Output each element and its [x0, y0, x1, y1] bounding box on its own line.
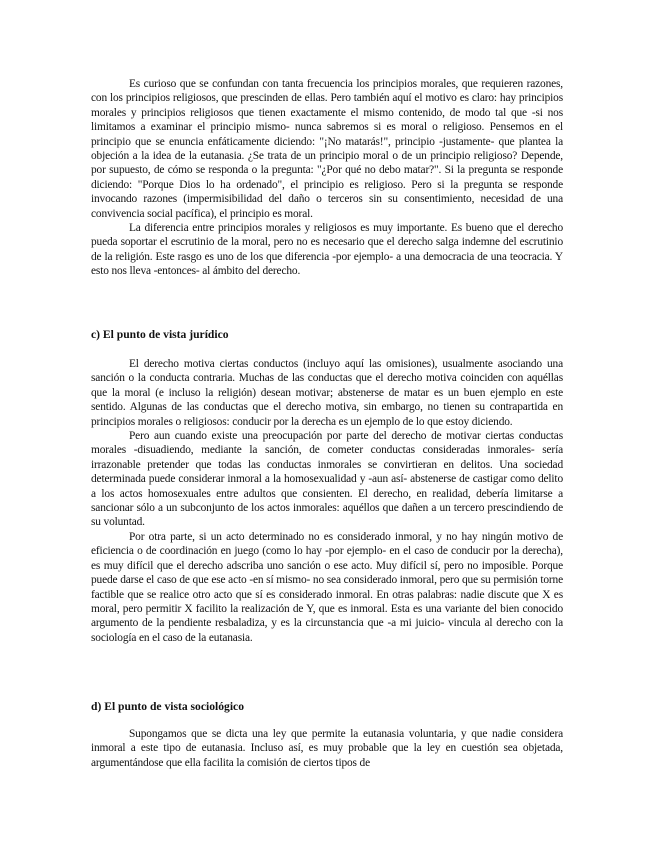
paragraph: La diferencia entre principios morales y religiosos es muy importante. Es bueno que el derecho pueda soportar el escrutinio de la moral, pero no es necesario que el derecho salga indemne del escrutinio de la religión. Este rasgo es uno de los que diferencia -por ejemplo- a una democracia de una teocracia. Y esto nos lleva -entonces- al ámbito del derecho.	[91, 222, 563, 278]
section-heading-juridico: c) El punto de vista jurídico	[91, 328, 229, 341]
paragraph: Por otra parte, si un acto determinado no es considerado inmoral, y no hay ningún motivo de eficiencia o de coordinación en juego (como lo hay -por ejemplo- en el caso de conducir por la derecha), es muy difícil que el derecho adscriba uno sanción o ese acto. Muy difícil sí, pero no imposible. Porque puede darse el caso de que ese acto -en sí mismo- no sea considerado inmoral, pero que su permisión torne factible que se realice otro acto que sí es considerado inmoral. En otras palabras: nadie discute que X es moral, pero permitir X facilito la realización de Y, que es inmoral. Esta es una variante del bien conocido argumento de la pendiente resbaladiza, y es la circunstancia que -a mi juicio- vincula al derecho con la sociología en el caso de la eutanasia.	[91, 530, 563, 644]
juridico-text-block	[91, 357, 563, 645]
section-heading-sociologico: d) El punto de vista sociológico	[91, 700, 244, 713]
paragraph: Es curioso que se confundan con tanta frecuencia los principios morales, que requieren razones, con los principios religiosos, que prescinden de ellas. Pero también aquí el motivo es claro: hay principios morales y principios religiosos que tienen exactamente el mismo contenido, de modo tal que -si nos limitamos a examinar el principio mismo- nunca sabremos si es moral o religioso. Pensemos en el principio que se enuncia enfáticamente diciendo: "¡No matarás!", principio -justamente- que plantea la objeción a la idea de la eutanasia. ¿Se trata de un principio moral o de un principio religioso? Depende, por supuesto, de cómo se responda o la pregunta: "¿Por qué no debo matar?". Si la pregunta se responde diciendo: "Porque Dios lo ha ordenado", el principio es religioso. Pero si la pregunta se responde invocando razones (impermisibilidad del daño o terceros sin su consentimiento, necesidad de una convivencia social pacífica), el principio es moral.	[91, 78, 563, 220]
intro-text-block	[91, 77, 563, 279]
paragraph: Pero aun cuando existe una preocupación por parte del derecho de motivar ciertas conductas morales -disuadiendo, mediante la sanción, de cometer conductas consideradas inmorales- sería irrazonable pretender que todas las conductas inmorales se convirtieran en delitos. Una sociedad determinada puede considerar inmoral a la homosexualidad y -aun así- abstenerse de castigar como delito a los actos homosexuales entre adultos que consienten. El derecho, en realidad, debería limitarse a sancionar sólo a un subconjunto de los actos inmorales: aquéllos que dañen a un tercero prescindiendo de su voluntad.	[91, 430, 563, 529]
paragraph: Supongamos que se dicta una ley que permite la eutanasia voluntaria, y que nadie considera inmoral a este tipo de eutanasia. Incluso así, es muy probable que la ley en cuestión sea objetada, argumentándose que ella facilita la comisión de ciertos tipos de	[91, 728, 563, 769]
sociologico-text-block	[91, 727, 563, 770]
paragraph: El derecho motiva ciertas conductos (incluyo aquí las omisiones), usualmente asociando una sanción o la conducta contraria. Muchas de las conductas que el derecho motiva coinciden con aquéllas que la moral (e incluso la religión) desean motivar; abstenerse de matar es un buen ejemplo en este sentido. Algunas de las conductas que el derecho motiva, sin embargo, no tienen su contrapartida en principios morales o religiosos: conducir por la derecha es un ejemplo de lo que estoy diciendo.	[91, 358, 563, 428]
